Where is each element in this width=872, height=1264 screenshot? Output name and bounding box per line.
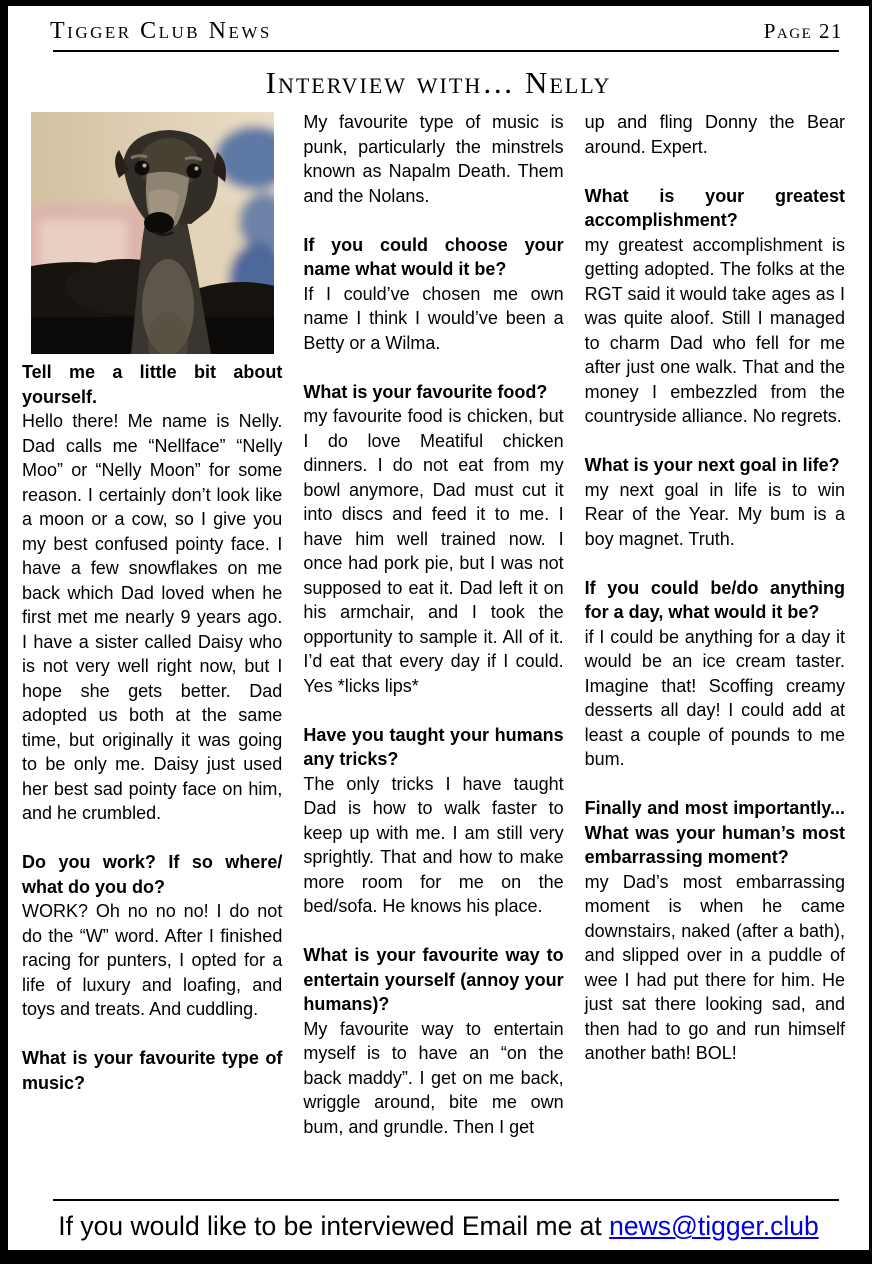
- answer-paragraph: My favourite way to entertain myself is to have an “on the back maddy”. I get on me back, wriggle around, bite me own bum, and grundle. Then I get: [303, 1018, 564, 1137]
- question-heading: Do you work? If so where/ what do you do?: [22, 852, 283, 897]
- page-header: [8, 6, 869, 45]
- article-body: [8, 110, 869, 1139]
- answer-paragraph: My favourite type of music is punk, particularly the minstrels known as Napalm Death. Them and the Nolans.: [303, 112, 564, 206]
- nelly-photo: [31, 112, 274, 354]
- question-heading: If you could be/do anything for a day, what would it be?: [584, 577, 845, 622]
- footer-text: [8, 1210, 869, 1242]
- answer-paragraph: If I could’ve chosen me own name I think I would’ve been a Betty or a Wilma.: [303, 283, 564, 353]
- column-1: [22, 110, 282, 1139]
- page-number: Page 21: [763, 19, 843, 43]
- answer-paragraph: if I could be anything for a day it would be an ice cream taster. Imagine that! Scoffing creamy desserts all day! I could add at least a couple of pounds to me bum.: [584, 626, 845, 769]
- question-heading: What is your favourite type of music?: [22, 1048, 283, 1093]
- column-3: [585, 110, 845, 1139]
- question-heading: If you could choose your name what would it be?: [303, 234, 564, 279]
- column-2: [303, 110, 563, 1139]
- article-title: Interview with… Nelly: [265, 65, 612, 100]
- answer-paragraph: up and fling Donny the Bear around. Expert.: [584, 112, 845, 157]
- answer-paragraph: Hello there! Me name is Nelly. Dad calls me “Nellface” “Nelly Moo” or “Nelly Moon” for some reason. I certainly don’t look like a moon or a cow, so I give you my best confused pointy face. I have a few snowflakes on me back which Dad loved when he first met me nearly 9 years ago. I have a sister called Daisy who is not very well right now, but I hope she gets better. Dad adopted us both at the same time, but originally it was going to be only me. Daisy just used her best sad pointy face on him, and he crumbled.: [22, 411, 283, 823]
- footer-rule: [53, 1199, 839, 1201]
- question-heading: What is your greatest accomplishment?: [584, 185, 845, 230]
- question-heading: Tell me a little bit about yourself.: [22, 362, 283, 407]
- answer-paragraph: WORK? Oh no no no! I do not do the “W” word. After I finished racing for punters, I opted for a life of luxury and loafing, and toys and treats. And cuddling.: [22, 901, 283, 1019]
- question-heading: What is your next goal in life?: [584, 455, 840, 475]
- email-link[interactable]: news@tigger.club: [609, 1211, 819, 1241]
- question-heading: Have you taught your humans any tricks?: [303, 724, 564, 769]
- answer-paragraph: my greatest accomplishment is getting adopted. The folks at the RGT said it would take ages as I was quite aloof. Still I managed to charm Dad who fell for me after just one walk. That and the money I embezzled from the countryside alliance. No regrets.: [584, 234, 845, 426]
- question-heading: What is your favourite food?: [303, 381, 548, 402]
- answer-paragraph: my favourite food is chicken, but I do love Meatiful chicken dinners. I do not eat from my bowl anymore, Dad must cut it into discs and feed it to me. I have him well trained now. I once had pork pie, but I was not supposed to eat it. Dad left it on his armchair, and I took the opportunity to sample it. All of it. I’d eat that every day if I could. Yes *licks lips*: [303, 406, 564, 696]
- page-footer: [8, 1199, 869, 1242]
- footer-invite-text: If you would like to be interviewed Email me at: [58, 1211, 610, 1241]
- answer-paragraph: my Dad’s most embarrassing moment is when he came downstairs, naked (after a bath), and slipped over in a puddle of wee I had put there for him. He just sat there looking sad, and then had to go and run himself another bath! BOL!: [584, 871, 845, 1063]
- answer-paragraph: my next goal in life is to win Rear of the Year. My bum is a boy magnet. Truth.: [584, 479, 845, 549]
- question-heading: Finally and most importantly... What was your human’s most embarrassing moment?: [584, 798, 845, 867]
- question-heading: What is your favourite way to entertain yourself (annoy your humans)?: [303, 945, 564, 1014]
- newsletter-title: Tigger Club News: [50, 18, 272, 44]
- header-rule: [53, 50, 839, 52]
- answer-paragraph: The only tricks I have taught Dad is how to walk faster to keep up with me. I am still very sprightly. That and how to make more room for me on the bed/sofa. He knows his place.: [303, 773, 564, 916]
